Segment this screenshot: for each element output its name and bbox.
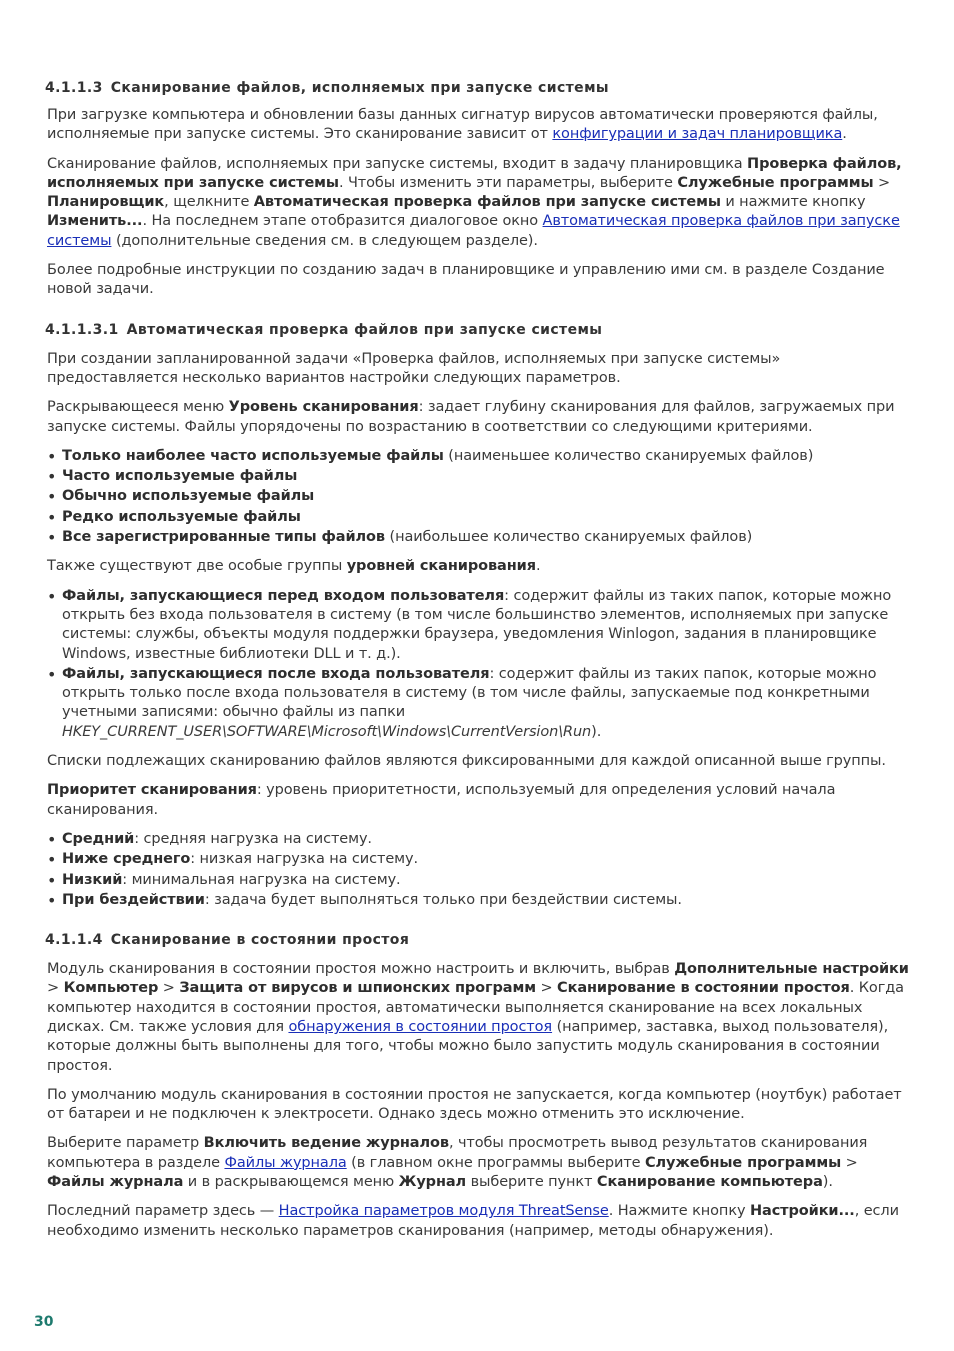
paragraph: Списки подлежащих сканированию файлов являются фиксированными для каждой описанной выше группы. [47, 753, 886, 770]
list-item: • При бездействии: задача будет выполняться только при бездействии системы. [47, 891, 909, 910]
paragraph: При загрузке компьютера и обновлении базы данных сигнатур вирусов автоматически проверяются файлы, исполняемые при запуске системы. Это сканирование зависит от конфигурации и задач планировщика. [47, 107, 878, 143]
section-heading-4-1-1-3: 4.1.1.3 Сканирование файлов, исполняемых при запуске системы [45, 80, 609, 96]
list-item: • Ниже среднего: низкая нагрузка на систему. [47, 850, 909, 869]
page-number: 30 [34, 1314, 54, 1330]
list-item: • Файлы, запускающиеся после входа пользователя: содержит файлы из таких папок, которые можно открыть только после входа пользователя в систему (в том числе файлы, запускаемые под конкретными учетными записями: обычно файлы из папки HKEY_CURRENT_USER\SOFTWARE\Microsoft\Windows\CurrentVersion\Run). [47, 665, 909, 742]
scan-level-list [47, 447, 909, 547]
paragraph: По умолчанию модуль сканирования в состоянии простоя не запускается, когда компьютер (ноутбук) работает от батареи и не подключен к электросети. Однако здесь можно отменить это исключение. [47, 1086, 902, 1123]
threatsense-settings-link[interactable]: Настройка параметров модуля ThreatSense [278, 1203, 609, 1220]
startup-check-link[interactable]: Автоматическая проверка файлов при запуске системы [47, 213, 900, 249]
paragraph: Более подробные инструкции по созданию задач в планировщике и управлению ими см. в разделе Создание новой задачи. [47, 262, 885, 298]
paragraph: При создании запланированной задачи «Проверка файлов, исполняемых при запуске системы» предоставляется несколько вариантов настройки следующих параметров. [47, 350, 781, 386]
list-item: • Все зарегистрированные типы файлов (наибольшее количество сканируемых файлов) [47, 528, 909, 547]
scheduler-config-link[interactable]: конфигурации и задач планировщика [552, 126, 843, 143]
list-item: • Редко используемые файлы [47, 508, 909, 527]
paragraph: Последний параметр здесь — Настройка параметров модуля ThreatSense. Нажмите кнопку Настройки..., если необходимо изменить несколько параметров сканирования (например, методы обнаружения). [47, 1203, 899, 1239]
list-item: • Только наиболее часто используемые файлы (наименьшее количество сканируемых файлов) [47, 447, 909, 466]
paragraph: Выберите параметр Включить ведение журналов, чтобы просмотреть вывод результатов сканирования компьютера в разделе Файлы журнала (в главном окне программы выберите Служебные программы > Файлы журнала и в раскрывающемся меню Журнал выберите пункт Сканирование компьютера). [47, 1135, 868, 1191]
paragraph: Раскрывающееся меню Уровень сканирования: задает глубину сканирования для файлов, загружаемых при запуске системы. Файлы упорядочены по возрастанию в соответствии со следующими критериями. [47, 399, 895, 435]
special-groups-list [47, 587, 909, 742]
idle-detection-link[interactable]: обнаружения в состоянии простоя [288, 1018, 553, 1035]
priority-list [47, 830, 909, 910]
section-heading-4-1-1-4: 4.1.1.4 Сканирование в состоянии простоя [45, 932, 410, 949]
log-files-link[interactable]: Файлы журнала [224, 1154, 347, 1171]
list-item: • Часто используемые файлы [47, 467, 909, 486]
list-item: • Средний: средняя нагрузка на систему. [47, 830, 909, 849]
paragraph: Приоритет сканирования: уровень приоритетности, используемый для определения условий начала сканирования. [47, 782, 836, 818]
list-item: • Обычно используемые файлы [47, 487, 909, 506]
list-item: • Файлы, запускающиеся перед входом пользователя: содержит файлы из таких папок, которые можно открыть без входа пользователя в систему (в том числе большинство элементов, исполняемых при запуске системы: службы, объекты модуля поддержки браузера, уведомления Winlogon, задания в планировщике Windows, известные библиотеки DLL и т. д.). [47, 587, 909, 664]
section-heading-4-1-1-3-1: 4.1.1.3.1 Автоматическая проверка файлов при запуске системы [45, 321, 603, 338]
paragraph: Сканирование файлов, исполняемых при запуске системы, входит в задачу планировщика Проверка файлов, исполняемых при запуске системы. Чтобы изменить эти параметры, выберите Служебные программы > Планировщик, щелкните Автоматическая проверка файлов при запуске системы и нажмите кнопку Изменить.... На последнем этапе отобразится диалоговое окно Автоматическая проверка файлов при запуске системы (дополнительные сведения см. в следующем разделе). [47, 155, 902, 249]
paragraph: Модуль сканирования в состоянии простоя можно настроить и включить, выбрав Дополнительные настройки > Компьютер > Защита от вирусов и шпионских программ > Сканирование в состоянии простоя. Когда компьютер находится в состоянии простоя, автоматически выполняется сканирование на всех локальных дисках. См. также условия для обнаружения в состоянии простоя (например, заставка, выход пользователя), которые должны быть выполнены для того, чтобы можно было запустить модуль сканирования в состоянии простоя. [47, 961, 909, 1074]
list-item: • Низкий: минимальная нагрузка на систему. [47, 871, 909, 890]
document-page [47, 78, 909, 1251]
paragraph: Также существуют две особые группы уровней сканирования. [47, 558, 541, 575]
